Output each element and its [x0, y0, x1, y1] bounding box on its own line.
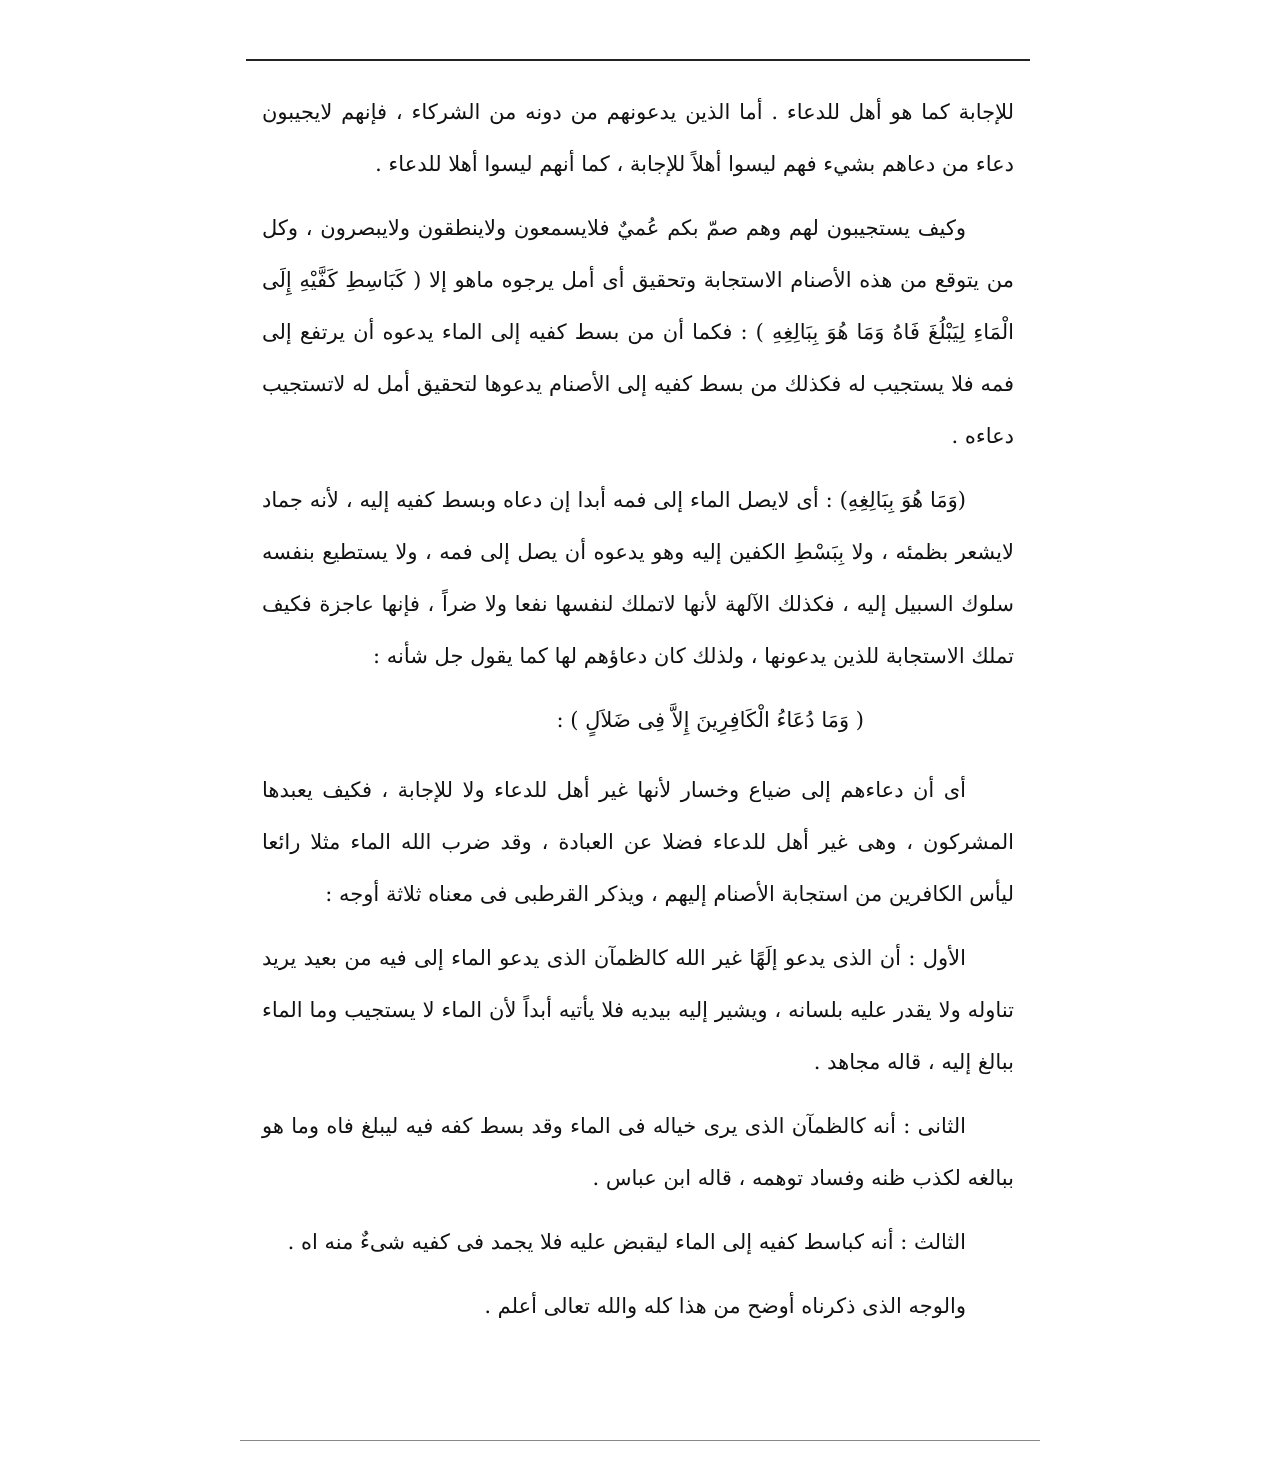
paragraph-1: للإجابة كما هو أهل للدعاء . أما الذين يدعونهم من دونه من الشركاء ، فإنهم لايجيبون دعاء من دعاهم بشيء فهم ليسوا أهلاً للإجابة ، كما أنهم ليسوا أهلا للدعاء .	[262, 100, 1015, 176]
paragraph-conclusion: والوجه الذى ذكرناه أوضح من هذا كله والله تعالى أعلم .	[484, 1294, 966, 1318]
paragraph-second-aspect: الثانى : أنه كالظمآن الذى يرى خياله فى الماء وقد بسط كفه فيه ليبلغ فاه وما هو ببالغه لكذب ظنه وفساد توهمه ، قاله ابن عباس .	[262, 1114, 1014, 1190]
body-text	[262, 86, 1014, 1344]
paragraph-4: أى أن دعاءهم إلى ضياع وخسار لأنها غير أهل للدعاء ولا للإجابة ، فكيف يعبدها المشركون ، وهى غير أهل للدعاء فضلا عن العبادة ، وقد ضرب الله الماء مثلا رائعا ليأس الكافرين من استجابة الأصنام إليهم ، ويذكر القرطبى فى معناه ثلاثة أوجه :	[262, 778, 1014, 906]
footer-rule	[240, 1440, 1040, 1441]
header-rule	[246, 59, 1030, 61]
quran-verse: ( وَمَا دُعَاءُ الْكَافِرِينَ إِلاَّ فِى ضَلاَلٍ ) :	[556, 708, 864, 732]
paragraph-3: (وَمَا هُوَ بِبَالِغِهِ) : أى لايصل الماء إلى فمه أبدا إن دعاه وبسط كفيه إليه ، لأنه جماد لايشعر بظمئه ، ولا بِبَسْطِ الكفين إليه وهو يدعوه أن يصل إلى فمه ، ولا يستطيع بنفسه سلوك السبيل إليه ، فكذلك الآلهة لأنها لاتملك لنفسها نفعا ولا ضراً ، فإنها عاجزة فكيف تملك الاستجابة للذين يدعونها ، ولذلك كان دعاؤهم لها كما يقول جل شأنه :	[262, 488, 1014, 668]
paragraph-first-aspect: الأول : أن الذى يدعو إلَهًا غير الله كالظمآن الذى يدعو الماء إلى فيه من بعيد يريد تناوله ولا يقدر عليه بلسانه ، ويشير إليه بيديه فلا يأتيه أبداً لأن الماء لا يستجيب وما الماء ببالغ إليه ، قاله مجاهد .	[262, 946, 1014, 1074]
paragraph-third-aspect: الثالث : أنه كباسط كفيه إلى الماء ليقبض عليه فلا يجمد فى كفيه شىءٌ منه اه .	[287, 1230, 966, 1254]
paragraph-2: وكيف يستجيبون لهم وهم صمّ بكم عُميٌ فلايسمعون ولاينطقون ولايبصرون ، وكل من يتوقع من هذه الأصنام الاستجابة وتحقيق أى أمل يرجوه ماهو إلا ( كَبَاسِطِ كَفَّيْهِ إِلَى الْمَاءِ لِيَبْلُغَ فَاهُ وَمَا هُوَ بِبَالِغِهِ ) : فكما أن من بسط كفيه إلى الماء يدعوه أن يرتفع إلى فمه فلا يستجيب له فكذلك من بسط كفيه إلى الأصنام يدعوها لتحقيق أمل له لاتستجيب دعاءه .	[262, 216, 1014, 448]
